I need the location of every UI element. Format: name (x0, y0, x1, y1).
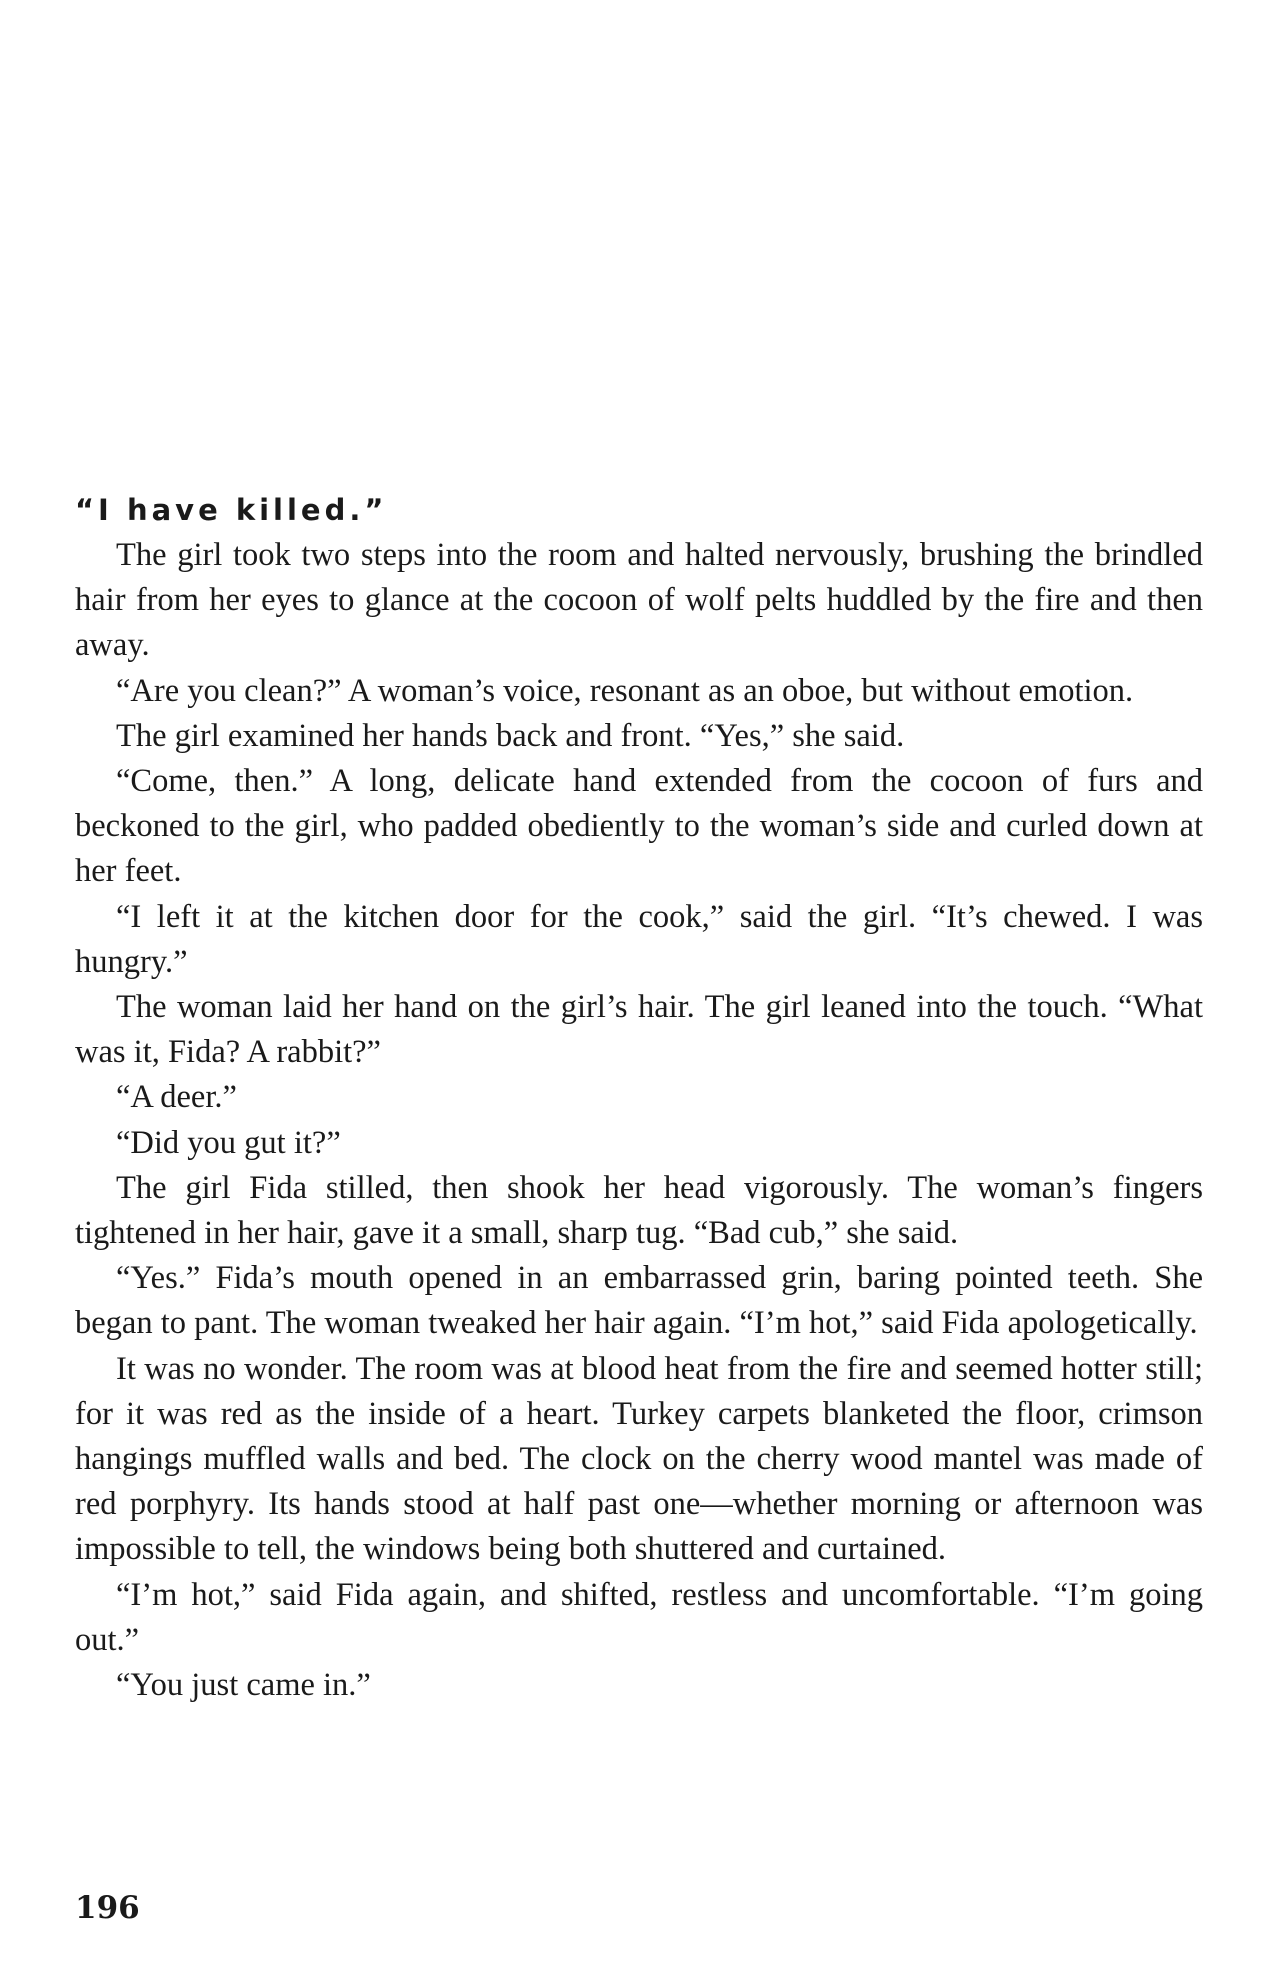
paragraph: “I left it at the kitchen door for the cook,” said the girl. “It’s chewed. I was hungry.” (75, 898, 1203, 980)
page-number: 196 (75, 1890, 140, 1926)
page-body (75, 488, 1203, 1708)
paragraph: It was no wonder. The room was at blood heat from the fire and seemed hotter still; for it was red as the inside of a heart. Turkey carpets blanketed the floor, crimson hangings muffled walls and bed. The clock on the cherry wood mantel was made of red porphyry. Its hands stood at half past one—whether morning or afternoon was impossible to tell, the windows being both shuttered and curtained. (75, 1350, 1203, 1568)
paragraph: “Come, then.” A long, delicate hand extended from the cocoon of furs and beckoned to the girl, who padded obediently to the woman’s side and curled down at her feet. (75, 763, 1203, 890)
paragraph: “I’m hot,” said Fida again, and shifted, restless and uncomfortable. “I’m going out.” (75, 1576, 1203, 1658)
paragraph: “Did you gut it?” (116, 1124, 341, 1161)
paragraph: The girl Fida stilled, then shook her head vigorously. The woman’s fingers tightened in her hair, gave it a small, sharp tug. “Bad cub,” she said. (75, 1169, 1203, 1252)
paragraph: The woman laid her hand on the girl’s hair. The girl leaned into the touch. “What was it, Fida? A rabbit?” (75, 989, 1203, 1071)
paragraph: “Are you clean?” A woman’s voice, resonant as an oboe, but without emotion. (116, 672, 1134, 709)
paragraph: “You just came in.” (116, 1667, 371, 1704)
paragraph: The girl examined her hands back and front. “Yes,” she said. (116, 717, 905, 754)
chapter-opening-line: “I have killed.” (75, 493, 388, 527)
paragraph: “A deer.” (116, 1079, 237, 1116)
paragraph: The girl took two steps into the room and halted nervously, brushing the brindled hair from her eyes to glance at the cocoon of wolf pelts huddled by the fire and then away. (75, 537, 1203, 664)
paragraph: “Yes.” Fida’s mouth opened in an embarrassed grin, baring pointed teeth. She began to pant. The woman tweaked her hair again. “I’m hot,” said Fida apologetically. (75, 1260, 1203, 1342)
